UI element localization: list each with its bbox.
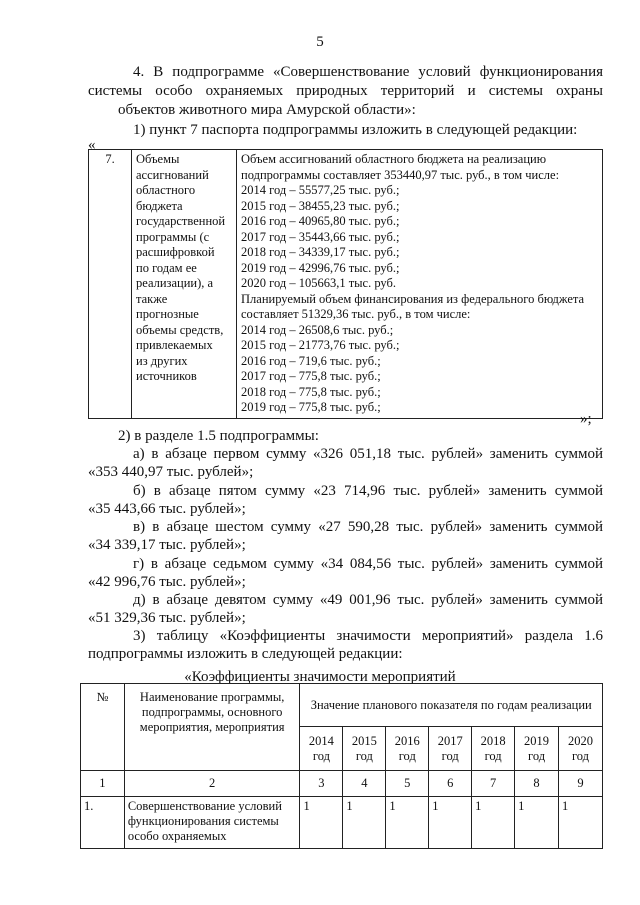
passport-table [88, 149, 603, 419]
passport-name-line: привлекаемых [136, 338, 213, 352]
subitem-d-line2: «42 996,76 тыс. рублей»; [88, 574, 246, 590]
colnum-8: 8 [515, 771, 559, 797]
subitem-e-line2: «51 329,36 тыс. рублей»; [88, 610, 246, 626]
year-2017: 2017 год [429, 727, 472, 771]
coef-header-row [81, 684, 603, 727]
subitem-b-line1: б) в абзаце пятом сумму «23 714,96 тыс. рублей» заменить суммой [133, 483, 603, 499]
passport-value-line: 2015 год – 21773,76 тыс. руб.; [241, 338, 400, 352]
passport-name-line: бюджета [136, 198, 183, 213]
passport-value-line: 2014 год – 55577,25 тыс. руб.; [241, 183, 400, 197]
coef-colnum-row [81, 771, 603, 797]
year-2016: 2016 год [386, 727, 429, 771]
passport-name-line: источников [136, 369, 197, 383]
row1-value-2014: 1 [300, 797, 343, 849]
table-title: «Коэффициенты значимости мероприятий [184, 669, 456, 685]
passport-name-line: прогнозные [136, 307, 199, 321]
passport-value-line: 2018 год – 34339,17 тыс. руб.; [241, 245, 400, 259]
passport-num: 7. [89, 150, 132, 419]
passport-value-line: 2020 год – 105663,1 тыс. руб. [241, 276, 397, 290]
item1-text: 1) пункт 7 паспорта подпрограммы изложить в следующей редакции: [133, 122, 578, 138]
intro-line-1: 4. В подпрограмме «Совершенствование условий функционирования [133, 64, 603, 80]
row1-value-2017: 1 [429, 797, 472, 849]
item2-text: 2) в разделе 1.5 подпрограммы: [118, 428, 319, 444]
subitem-e-line1: д) в абзаце девятом сумму «49 001,96 тыс. рублей» заменить суммой [133, 592, 603, 608]
passport-value-line: 2014 год – 26508,6 тыс. руб.; [241, 322, 394, 337]
row1-num: 1. [81, 797, 125, 849]
passport-value-line: 2016 год – 719,6 тыс. руб.; [241, 353, 381, 368]
row1-value-2016: 1 [386, 797, 429, 849]
year-2020: 2020 год [559, 727, 603, 771]
year-2015: 2015 год [343, 727, 386, 771]
row1-value-2015: 1 [343, 797, 386, 849]
header-num: № [81, 684, 125, 771]
passport-name-line: программы (с [136, 229, 210, 244]
subitem-c-line2: «34 339,17 тыс. рублей»; [88, 537, 246, 553]
passport-value-line: 2017 год – 35443,66 тыс. руб.; [241, 229, 400, 244]
subitem-c-line1: в) в абзаце шестом сумму «27 590,28 тыс. рублей» заменить суммой [133, 519, 603, 535]
open-quote: « [88, 137, 96, 153]
passport-name-line: объемы средств, [136, 322, 224, 337]
coef-table [80, 683, 603, 849]
passport-value-line: Объем ассигнований областного бюджета на реализацию [241, 152, 547, 166]
passport-row [89, 150, 603, 419]
header-values: Значение планового показателя по годам реализации [300, 684, 603, 727]
colnum-2: 2 [124, 771, 300, 797]
passport-value-line: 2018 год – 775,8 тыс. руб.; [241, 384, 381, 399]
colnum-3: 3 [300, 771, 343, 797]
passport-value-line: Планируемый объем финансирования из федерального бюджета [241, 291, 585, 306]
colnum-1: 1 [81, 771, 125, 797]
intro-line-3: объектов животного мира Амурской области»: [118, 102, 416, 118]
colnum-9: 9 [559, 771, 603, 797]
passport-value [237, 150, 603, 419]
intro-line-2: системы особо охраняемых природных территорий и системы охраны [88, 83, 603, 99]
subitem-a-line1: а) в абзаце первом сумму «326 051,18 тыс. рублей» заменить суммой [133, 446, 603, 462]
passport-value-line: 2019 год – 775,8 тыс. руб.; [241, 400, 381, 414]
passport-value-line: 2016 год – 40965,80 тыс. руб.; [241, 214, 400, 228]
table-row [81, 797, 603, 849]
item3-line1: 3) таблицу «Коэффициенты значимости мероприятий» раздела 1.6 [133, 628, 603, 644]
close-quote: »; [580, 411, 592, 427]
passport-name-line: Объемы [136, 152, 180, 166]
passport-name-line: ассигнований [136, 167, 209, 182]
row1-value-2020: 1 [559, 797, 603, 849]
year-2019: 2019 год [515, 727, 559, 771]
colnum-4: 4 [343, 771, 386, 797]
row1-value-2018: 1 [472, 797, 515, 849]
passport-name-line: по годам ее [136, 260, 197, 275]
passport-value-line: составляет 51329,36 тыс. руб., в том числе: [241, 307, 471, 321]
subitem-b-line2: «35 443,66 тыс. рублей»; [88, 501, 246, 517]
passport-value-line: 2019 год – 42996,76 тыс. руб.; [241, 260, 400, 275]
passport-name-line: областного [136, 183, 196, 197]
passport-value-line: подпрограммы составляет 353440,97 тыс. руб., в том числе: [241, 167, 560, 182]
row1-name: Совершенствование условий функционирования системы особо охраняемых [124, 797, 300, 849]
year-2018: 2018 год [472, 727, 515, 771]
passport-name-line: из других [136, 353, 188, 368]
year-2014: 2014 год [300, 727, 343, 771]
passport-name-line: также [136, 291, 168, 306]
colnum-7: 7 [472, 771, 515, 797]
subitem-a-line2: «353 440,97 тыс. рублей»; [88, 464, 254, 480]
row1-value-2019: 1 [515, 797, 559, 849]
passport-name [132, 150, 237, 419]
passport-name-line: государственной [136, 214, 226, 228]
colnum-5: 5 [386, 771, 429, 797]
header-name: Наименование программы, подпрограммы, основного мероприятия, мероприятия [124, 684, 300, 771]
colnum-6: 6 [429, 771, 472, 797]
subitem-d-line1: г) в абзаце седьмом сумму «34 084,56 тыс. рублей» заменить суммой [133, 556, 603, 572]
page-number: 5 [316, 34, 324, 50]
item3-line2: подпрограммы изложить в следующей редакции: [88, 646, 403, 662]
passport-name-line: реализации), а [136, 276, 214, 290]
passport-value-line: 2017 год – 775,8 тыс. руб.; [241, 369, 381, 383]
passport-value-line: 2015 год – 38455,23 тыс. руб.; [241, 198, 400, 213]
passport-name-line: расшифровкой [136, 245, 215, 259]
